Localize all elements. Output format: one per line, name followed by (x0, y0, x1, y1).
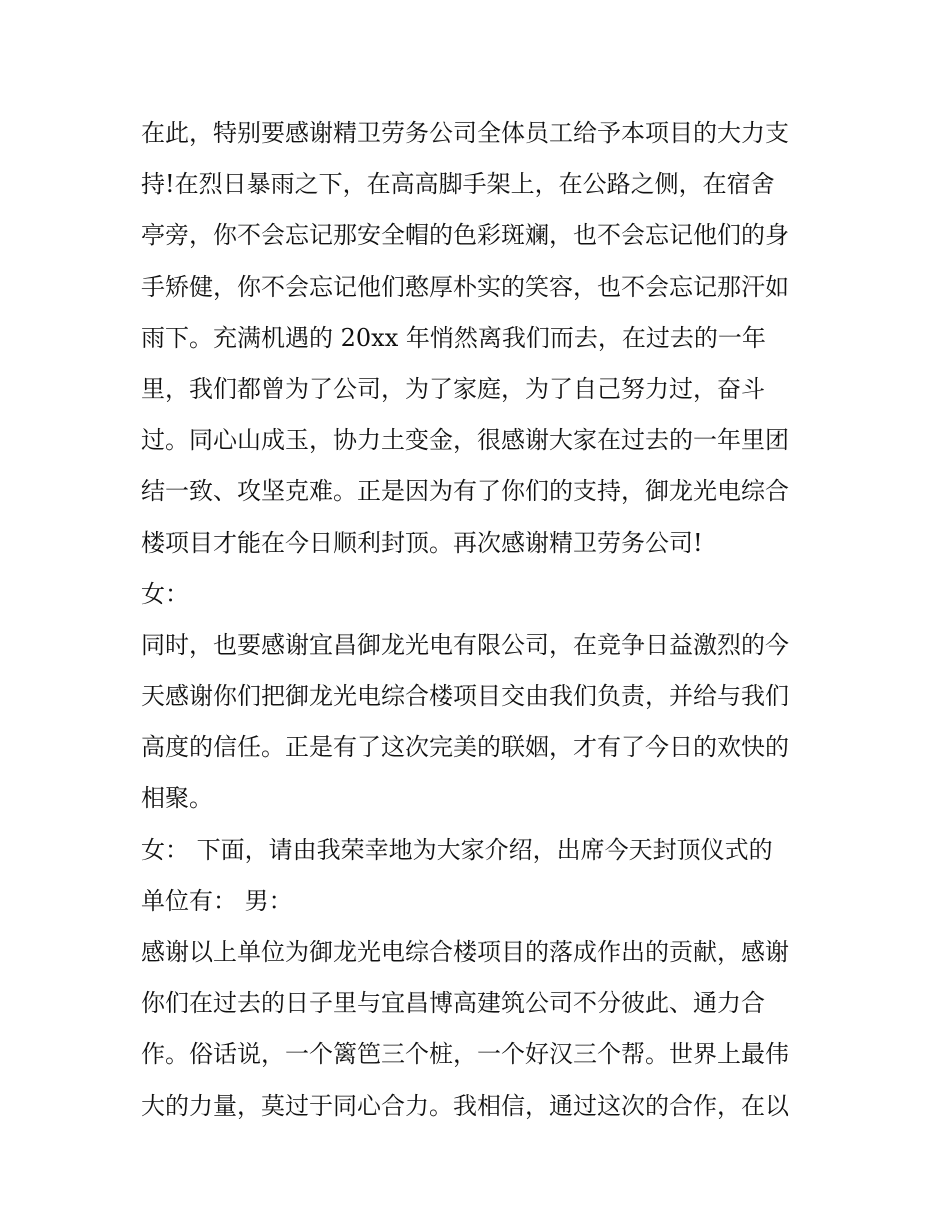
speaker-label: 女： (141, 579, 189, 608)
text-line: 同时，也要感谢宜昌御龙光电有限公司，在竞争日益激烈的今 (141, 630, 789, 659)
text-line: 结一致、攻坚克难。正是因为有了你们的支持，御龙光电综合 (141, 477, 789, 506)
text-line: 单位有： 男： (141, 886, 293, 915)
text-line: 在此，特别要感谢精卫劳务公司全体员工给予本项目的大力支 (141, 119, 789, 147)
text-line: 感谢以上单位为御龙光电综合楼项目的落成作出的贡献，感谢 (141, 938, 789, 966)
text-line: 持!在烈日暴雨之下，在高高脚手架上，在公路之侧，在宿舍 (141, 170, 775, 199)
text-line: 高度的信任。正是有了这次完美的联姻，才有了今日的欢快的 (141, 733, 789, 762)
text-line: 楼项目才能在今日顺利封顶。再次感谢精卫劳务公司! (141, 528, 703, 557)
text-line: 天感谢你们把御龙光电综合楼项目交由我们负责，并给与我们 (141, 682, 789, 711)
document-body (141, 108, 821, 1132)
text-line: 亭旁，你不会忘记那安全帽的色彩斑斓，也不会忘记他们的身 (141, 221, 789, 250)
text-line: 你们在过去的日子里与宜昌博高建筑公司不分彼此、通力合 (141, 989, 765, 1018)
text-line: 雨下。充满机遇的 20xx 年悄然离我们而去，在过去的一年 (141, 323, 766, 352)
text-line: 相聚。 (141, 784, 213, 813)
text-line: 作。俗话说，一个篱笆三个桩，一个好汉三个帮。世界上最伟 (141, 1040, 789, 1069)
text-line: 过。同心山成玉，协力土变金，很感谢大家在过去的一年里团 (141, 426, 789, 455)
text-line: 女： 下面，请由我荣幸地为大家介绍，出席今天封顶仪式的 (141, 835, 773, 864)
text-line: 手矫健，你不会忘记他们憨厚朴实的笑容，也不会忘记那汗如 (141, 272, 789, 301)
text-line: 里，我们都曾为了公司，为了家庭，为了自己努力过，奋斗 (141, 374, 765, 403)
text-line: 大的力量，莫过于同心合力。我相信，通过这次的合作，在以 (141, 1091, 789, 1120)
